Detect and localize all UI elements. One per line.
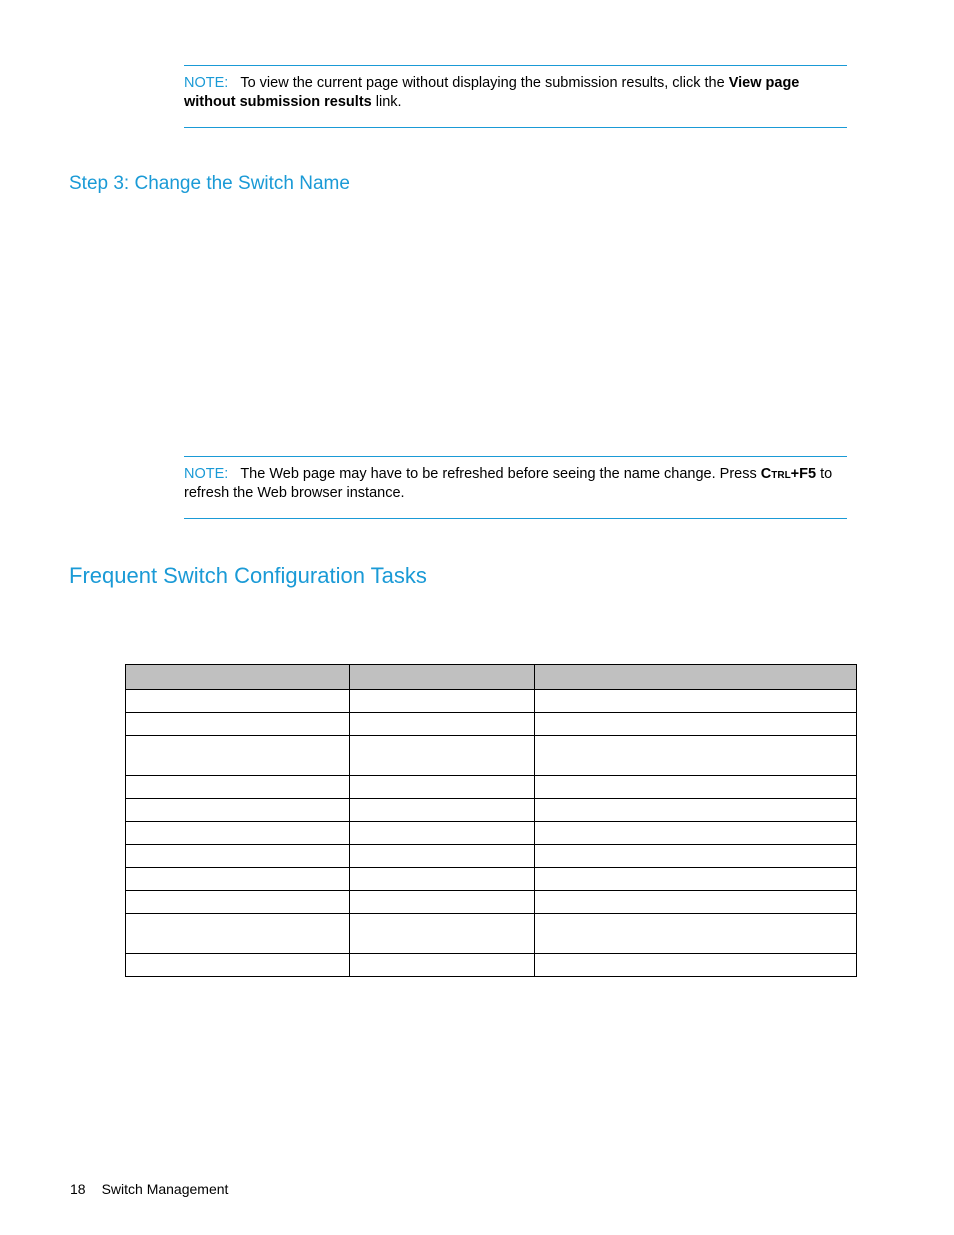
note-box-view-page bbox=[184, 65, 847, 128]
table-cell bbox=[126, 954, 350, 977]
table-cell bbox=[350, 891, 535, 914]
page-number: 18 bbox=[70, 1181, 86, 1197]
section-heading: Frequent Switch Configuration Tasks bbox=[69, 563, 427, 588]
configuration-tasks-table bbox=[125, 664, 857, 977]
table-row bbox=[126, 776, 857, 799]
table-cell bbox=[126, 891, 350, 914]
table-cell bbox=[350, 914, 535, 954]
note-box-refresh bbox=[184, 456, 847, 519]
table-cell bbox=[350, 954, 535, 977]
table-cell bbox=[535, 822, 857, 845]
table-cell bbox=[535, 914, 857, 954]
table-row bbox=[126, 845, 857, 868]
table-cell bbox=[535, 736, 857, 776]
table-cell bbox=[126, 690, 350, 713]
table-cell bbox=[126, 868, 350, 891]
table-cell bbox=[350, 799, 535, 822]
view-page-link-name: View page without submission results bbox=[184, 75, 800, 110]
key-combo: Ctrl+F5 bbox=[760, 466, 817, 482]
table-cell bbox=[535, 891, 857, 914]
table-cell bbox=[350, 822, 535, 845]
table-row bbox=[126, 736, 857, 776]
table-row bbox=[126, 868, 857, 891]
table-cell bbox=[535, 799, 857, 822]
table-header-row bbox=[126, 665, 857, 690]
table-cell bbox=[535, 690, 857, 713]
table-row bbox=[126, 954, 857, 977]
table-cell bbox=[350, 690, 535, 713]
table-cell bbox=[126, 914, 350, 954]
table-cell bbox=[126, 845, 350, 868]
table-row bbox=[126, 822, 857, 845]
table-row bbox=[126, 713, 857, 736]
table-cell bbox=[350, 713, 535, 736]
table-cell bbox=[126, 776, 350, 799]
note-text-end: link. bbox=[371, 94, 402, 110]
table-cell bbox=[535, 954, 857, 977]
table-row bbox=[126, 914, 857, 954]
footer-section-name: Switch Management bbox=[101, 1181, 229, 1197]
table-cell bbox=[126, 799, 350, 822]
note-label: NOTE: bbox=[184, 75, 229, 91]
page-footer bbox=[70, 1180, 228, 1198]
step3-heading: Step 3: Change the Switch Name bbox=[69, 173, 350, 194]
table-cell bbox=[350, 868, 535, 891]
note-text-end: to refresh the Web browser instance. bbox=[184, 466, 833, 501]
table-cell bbox=[535, 713, 857, 736]
table-cell bbox=[535, 868, 857, 891]
table-header-cell bbox=[535, 665, 857, 690]
table-row bbox=[126, 891, 857, 914]
table-cell bbox=[126, 822, 350, 845]
note-text: The Web page may have to be refreshed before seeing the name change. Press bbox=[240, 466, 761, 482]
table-cell bbox=[350, 776, 535, 799]
table-cell bbox=[350, 845, 535, 868]
table-header-cell bbox=[350, 665, 535, 690]
table-row bbox=[126, 690, 857, 713]
table-body bbox=[126, 690, 857, 977]
table-cell bbox=[126, 713, 350, 736]
note-label: NOTE: bbox=[184, 466, 229, 482]
table-row bbox=[126, 799, 857, 822]
note-text: To view the current page without displaying the submission results, click the bbox=[240, 75, 729, 91]
table-cell bbox=[126, 736, 350, 776]
table-cell bbox=[350, 736, 535, 776]
table-header-cell bbox=[126, 665, 350, 690]
table-cell bbox=[535, 845, 857, 868]
table-cell bbox=[535, 776, 857, 799]
